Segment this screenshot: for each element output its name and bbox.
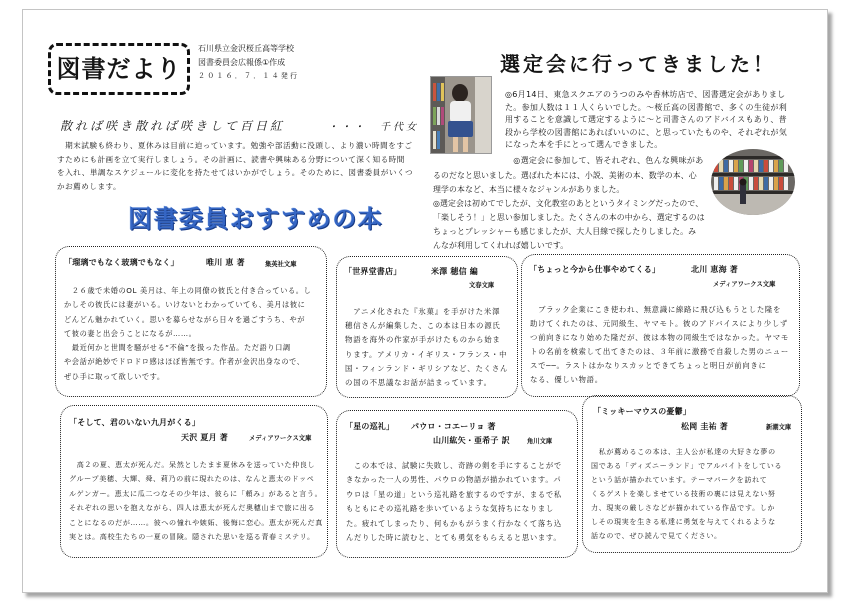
- book-review: [64, 284, 311, 384]
- book-title: 「ちょっと今から仕事やめてくる」: [529, 265, 661, 274]
- text-line: ２６歳で未婚のOL 美月は、年上の同僚の彼氏と付き合っている。し: [64, 286, 312, 295]
- bookstore-photo: [710, 148, 796, 216]
- book-review: [346, 459, 562, 545]
- text-line: や会話が絶妙でドロドロ感はほぼ皆無です。作者が金沢出身なので、: [64, 357, 305, 367]
- text-line: この本では、試験に失敗し、奇跡の剣を手にすることがで: [346, 461, 562, 470]
- book-author: パウロ・コエーリョ 著: [411, 422, 496, 431]
- text-line: という話が描かれています。テーマパークを訪れて: [591, 476, 768, 484]
- book-title: 「そして、君のいない九月がくる」: [69, 418, 201, 427]
- text-line: 理学の本など、本当に様々なジャンルがありました。: [433, 185, 625, 194]
- book-publisher: 角川文庫: [527, 438, 553, 445]
- text-line: ルゲンガー。恵太に瓜二つなその少年は、彼らに「頼み」があると言う。: [69, 488, 323, 498]
- text-line: 国である「ディズニーランド」でアルバイトをしている: [591, 462, 783, 470]
- text-line: た。疲れてしまったり、何もかもがうまく行かなくて落ち込: [346, 518, 562, 528]
- book-review: [591, 445, 782, 543]
- book-review: [69, 458, 323, 544]
- book-publisher: メディアワークス文庫: [249, 435, 312, 442]
- text-line: になった本を手にとって選んできました。: [505, 140, 663, 149]
- text-line: んだりした時に読むと、とても勇気をもらえると思います。: [346, 533, 562, 543]
- book-author: 米澤 穂信 編: [431, 267, 478, 276]
- text-line: 私が薦めるこの本は、主人公が私達の大好きな夢の: [591, 448, 776, 456]
- text-line: 実とは。高校生たちの一夏の冒険。隠された思いを巡る青春ミステリ。: [69, 532, 315, 542]
- text-line: ウロは「星の道」という巡礼路を旅するのですが、まるで私: [346, 489, 562, 499]
- text-line: んなが利用してくれれば嬉しいです。: [433, 241, 569, 250]
- book-title: 「ミッキーマウスの憂鬱」: [593, 407, 691, 416]
- text-line: アニメ化された『氷菓』を手がけた米澤: [345, 307, 501, 316]
- report-paragraph-top: [505, 89, 787, 152]
- text-line: た。参加人数は１１人くらいでした。～桜丘高の図書館で、多くの生徒が利: [505, 102, 788, 112]
- text-line: ことになるのだが……。彼への憧れや嫉妬、後悔に恋心。恵太が死んだ真: [69, 517, 323, 527]
- haiku-verse: 散れば咲き散れば咲きして百日紅: [60, 119, 286, 133]
- report-paragraph-mid: ◎選定会に参加して、皆それぞれ、色んな興味があ: [505, 156, 704, 165]
- book-translator: 山川紘矢・亜希子 訳: [433, 436, 510, 445]
- report-headline: 選定会に行ってきました！: [500, 52, 776, 76]
- text-line: ぜひ手に取って欲しいです。: [64, 371, 165, 381]
- book-title: 「瑠璃でもなく玻璃でもなく」: [64, 258, 179, 267]
- text-line: 国・フィンランド・ギリシアなど、たくさん: [345, 363, 509, 373]
- issue-date: ２０１６．７．１４発行: [198, 72, 300, 80]
- text-line: 穂信さんが編集した、この本は日本の源氏: [345, 321, 501, 331]
- book-review: [345, 305, 508, 390]
- text-line: 力、現実の厳しさなどが描かれている作品です。しか: [591, 504, 776, 512]
- book-card: [55, 246, 327, 397]
- library-photo: [430, 76, 492, 154]
- text-line: かしその彼氏には妻がいる。いけないとわかっていても、美月は彼に: [64, 300, 306, 310]
- text-line: るのだなと思いました。選ばれた本には、小説、美術の本、数学の本、心: [433, 171, 697, 180]
- text-line: かお薦めします。: [57, 181, 122, 191]
- text-line: スで──。ラストはかなりスカッとできてちょっと明日が前向きに: [530, 361, 767, 370]
- book-author: 唯川 恵 著: [206, 258, 245, 267]
- text-line: しその現実を生きる私達に勇気を与えてくれるような: [591, 518, 776, 526]
- book-title: 「世界堂書店」: [344, 267, 402, 276]
- text-line: もともにその巡礼路を歩いているような気持ちになりまし: [346, 504, 554, 514]
- text-line: ちょっとプレッシャーも感じましたが、大人目線で探したりしました。み: [433, 227, 697, 236]
- text-line: ◎6月14日、東急スクエアのうつのみや香林坊店で、図書選定会がありまし: [505, 90, 786, 99]
- text-line: 用することを意識して選定するように～と司書さんのアドバイスもあり、普: [505, 115, 787, 124]
- intro-paragraph: [57, 139, 413, 193]
- text-line: どんどん魅かれていく。思いを募らせながら日々を過ごすうち、やが: [64, 314, 306, 324]
- book-publisher: 文春文庫: [469, 282, 495, 289]
- haiku-author: ・・・ 千代女: [328, 122, 419, 133]
- book-publisher: 集英社文庫: [265, 261, 297, 268]
- text-line: 「楽しそう！」と思い参加しました。たくさんの本の中から、選定するのは: [433, 213, 705, 222]
- text-line: なる、優しい物語。: [530, 375, 603, 384]
- text-line: て彼の妻と出会うことになるが……。: [64, 328, 197, 338]
- section-title: 図書委員おすすめの本: [128, 205, 384, 233]
- text-line: 物語を海外の作家が手がけたものから始ま: [345, 335, 501, 345]
- bookstore-shelves: [710, 148, 796, 216]
- committee-credit: 図書委員会広報係①作成: [198, 58, 286, 67]
- text-line: ります。アメリカ・イギリス・フランス・中: [345, 349, 508, 359]
- text-line: くるゲストを楽しませている技術の裏には見えない努: [591, 490, 776, 498]
- text-line: 最近何かと世間を騒がせる“不倫”を扱った作品。ただ語り口調: [64, 343, 291, 353]
- text-line: 話なので、ぜひ読んで見てください。: [591, 532, 722, 540]
- newsletter-title: 図書だより: [48, 43, 190, 95]
- text-line: の国の不思議なお話が詰まっています。: [345, 378, 492, 388]
- text-line: ◎選定会は初めてでしたが、文化教室のあとというタイミングだったので、: [433, 199, 704, 208]
- report-paragraph-bottom: [433, 169, 705, 253]
- book-card: [336, 410, 578, 558]
- text-line: グループ美穂、大輝、舜、莉乃の前に現れたのは、なんと恵太のドッペ: [69, 474, 315, 484]
- text-line: きなかった一人の男性、パウロの物語が描かれています。パ: [346, 475, 562, 485]
- text-line: それぞれの思いを抱えながら、四人は恵太が死んだ奥穂山まで旅に出る: [69, 503, 316, 513]
- book-author: 松岡 圭祐 著: [681, 422, 728, 431]
- book-card: [336, 256, 518, 398]
- text-line: すためにも計画を立て実行しましょう。その計画に、読書や興味ある分野について深く知る時間: [57, 154, 405, 164]
- book-card: [582, 395, 802, 553]
- text-line: を入れ、単調なスケジュールに変化を持たせてはいかがでしょう。そのために、図書委員がいくつ: [57, 168, 414, 178]
- text-line: つ前向きになり始めた隆だが、彼は本物の同級生ではなかった。ヤマモ: [530, 333, 789, 342]
- book-review: [530, 303, 789, 387]
- text-line: 段から学校の図書館にあればいいのに、と思っていたものや、それぞれが気: [505, 127, 788, 137]
- book-author: 北川 恵海 著: [691, 265, 738, 274]
- book-publisher: 新潮文庫: [766, 424, 792, 431]
- book-author: 天沢 夏月 著: [181, 433, 228, 442]
- text-line: 高２の夏、恵太が死んだ。呆然としたまま夏休みを送っていた仲良し: [69, 460, 316, 469]
- book-card: [60, 405, 328, 558]
- text-line: 助けてくれたのは、元同級生、ヤマモト。彼のアドバイスにより少しず: [530, 319, 789, 328]
- school-name: 石川県立金沢桜丘高等学校: [198, 44, 294, 53]
- book-publisher: メディアワークス文庫: [713, 281, 776, 288]
- book-card: [521, 254, 800, 397]
- book-title: 「星の巡礼」: [345, 422, 395, 431]
- text-line: 期末試験も終わり、夏休みは目前に迫っています。勉強や部活動に没頭し、より濃い時間をすご: [57, 141, 413, 150]
- text-line: ブラック企業にこき使われ、無意識に線路に飛び込もうとした隆を: [530, 305, 782, 314]
- text-line: トの名前を検索して出てきたのは、３年前に激務で自殺した男のニュー: [530, 347, 789, 356]
